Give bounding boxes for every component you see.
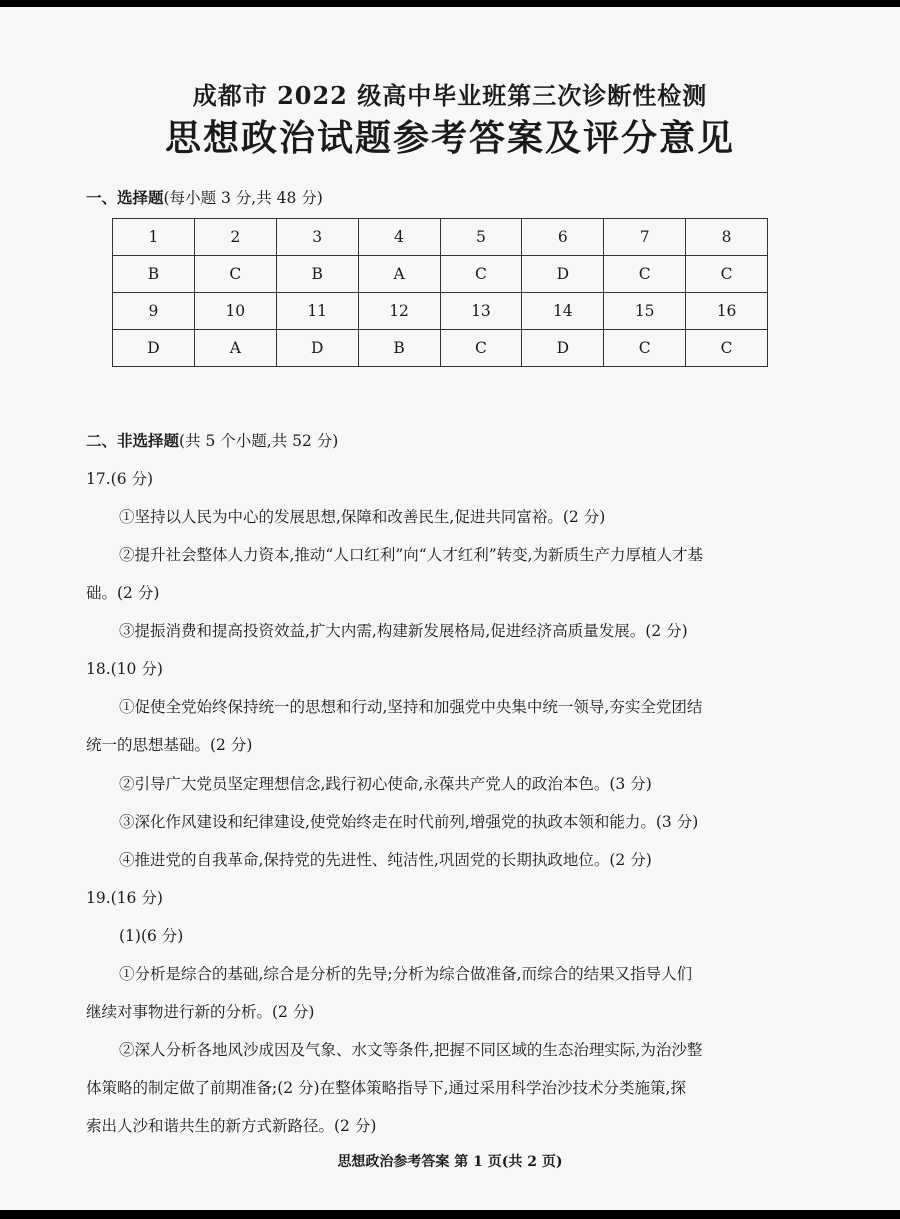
q19-title: 19.(16 分) [86, 889, 163, 907]
q19-sub1-title: (1)(6 分) [119, 927, 184, 945]
question-number-row [113, 219, 768, 256]
question-number-cell: 2 [194, 219, 276, 256]
q19-point-2-line2: 体策略的制定做了前期准备;(2 分)在整体策略指导下,通过采用科学治沙技术分类施策,探 [86, 1079, 686, 1097]
question-number-cell: 3 [276, 219, 358, 256]
q18-point-1-line1: ①促使全党始终保持统一的思想和行动,坚持和加强党中央集中统一领导,夯实全党团结 [119, 698, 703, 716]
page-footer: 思想政治参考答案 第 1 页(共 2 页) [337, 1154, 563, 1170]
document-title: 思想政治试题参考答案及评分意见 [164, 117, 735, 159]
question-number-cell: 1 [113, 219, 195, 256]
question-number-cell: 14 [522, 293, 604, 330]
answer-cell: D [522, 256, 604, 293]
question-number-cell: 9 [113, 293, 195, 330]
question-number-cell: 5 [440, 219, 522, 256]
answer-cell: B [276, 256, 358, 293]
q19-point-2-line3: 索出人沙和谐共生的新方式新路径。(2 分) [86, 1117, 377, 1135]
q17-title: 17.(6 分) [86, 470, 154, 488]
question-number-cell: 13 [440, 293, 522, 330]
exam-title: 成都市 2022 级高中毕业班第三次诊断性检测 [192, 81, 708, 110]
answer-cell: C [604, 330, 686, 367]
q18-point-4: ④推进党的自我革命,保持党的先进性、纯洁性,巩固党的长期执政地位。(2 分) [119, 851, 652, 869]
q17-point-3: ③提振消费和提高投资效益,扩大内需,构建新发展格局,促进经济高质量发展。(2 分) [119, 622, 688, 640]
answer-cell: A [194, 330, 276, 367]
q19-point-1-line2: 继续对事物进行新的分析。(2 分) [86, 1003, 315, 1021]
answer-table [112, 218, 768, 367]
question-number-cell: 8 [686, 219, 768, 256]
q18-point-3: ③深化作风建设和纪律建设,使党始终走在时代前列,增强党的执政本领和能力。(3 分) [119, 813, 699, 831]
answer-cell: A [358, 256, 440, 293]
answer-cell: C [604, 256, 686, 293]
section1-title: 一、选择题 [86, 188, 164, 207]
answer-cell: C [440, 330, 522, 367]
q18-title: 18.(10 分) [86, 660, 163, 678]
answer-cell: C [440, 256, 522, 293]
q17-point-2-line1: ②提升社会整体人力资本,推动“人口红利”向“人才红利”转变,为新质生产力厚植人才基 [119, 546, 704, 564]
answer-cell: B [113, 256, 195, 293]
q19-point-1-line1: ①分析是综合的基础,综合是分析的先导;分析为综合做准备,而综合的结果又指导人们 [119, 965, 693, 983]
q17-point-1: ①坚持以人民为中心的发展思想,保障和改善民生,促进共同富裕。(2 分) [119, 508, 606, 526]
question-number-cell: 16 [686, 293, 768, 330]
section2-title: 二、非选择题 [86, 431, 180, 450]
q18-point-2: ②引导广大党员坚定理想信念,践行初心使命,永葆共产党人的政治本色。(3 分) [119, 775, 652, 793]
answer-cell: C [194, 256, 276, 293]
document-page [0, 7, 900, 1210]
answer-row [113, 256, 768, 293]
section1-heading [86, 187, 323, 209]
answer-cell: C [686, 256, 768, 293]
question-number-cell: 11 [276, 293, 358, 330]
answer-cell: B [358, 330, 440, 367]
question-number-row [113, 293, 768, 330]
answer-cell: D [522, 330, 604, 367]
question-number-cell: 6 [522, 219, 604, 256]
q17-point-2-line2: 础。(2 分) [86, 584, 160, 602]
answer-row [113, 330, 768, 367]
question-number-cell: 7 [604, 219, 686, 256]
answer-cell: D [113, 330, 195, 367]
q19-point-2-line1: ②深人分析各地风沙成因及气象、水文等条件,把握不同区域的生态治理实际,为治沙整 [119, 1041, 703, 1059]
question-number-cell: 4 [358, 219, 440, 256]
question-number-cell: 10 [194, 293, 276, 330]
section1-note: (每小题 3 分,共 48 分) [163, 189, 323, 207]
q18-point-1-line2: 统一的思想基础。(2 分) [86, 736, 253, 754]
question-number-cell: 12 [358, 293, 440, 330]
question-number-cell: 15 [604, 293, 686, 330]
answer-cell: D [276, 330, 358, 367]
section2-note: (共 5 个小题,共 52 分) [179, 432, 339, 450]
answer-cell: C [686, 330, 768, 367]
section2-heading [86, 430, 338, 452]
